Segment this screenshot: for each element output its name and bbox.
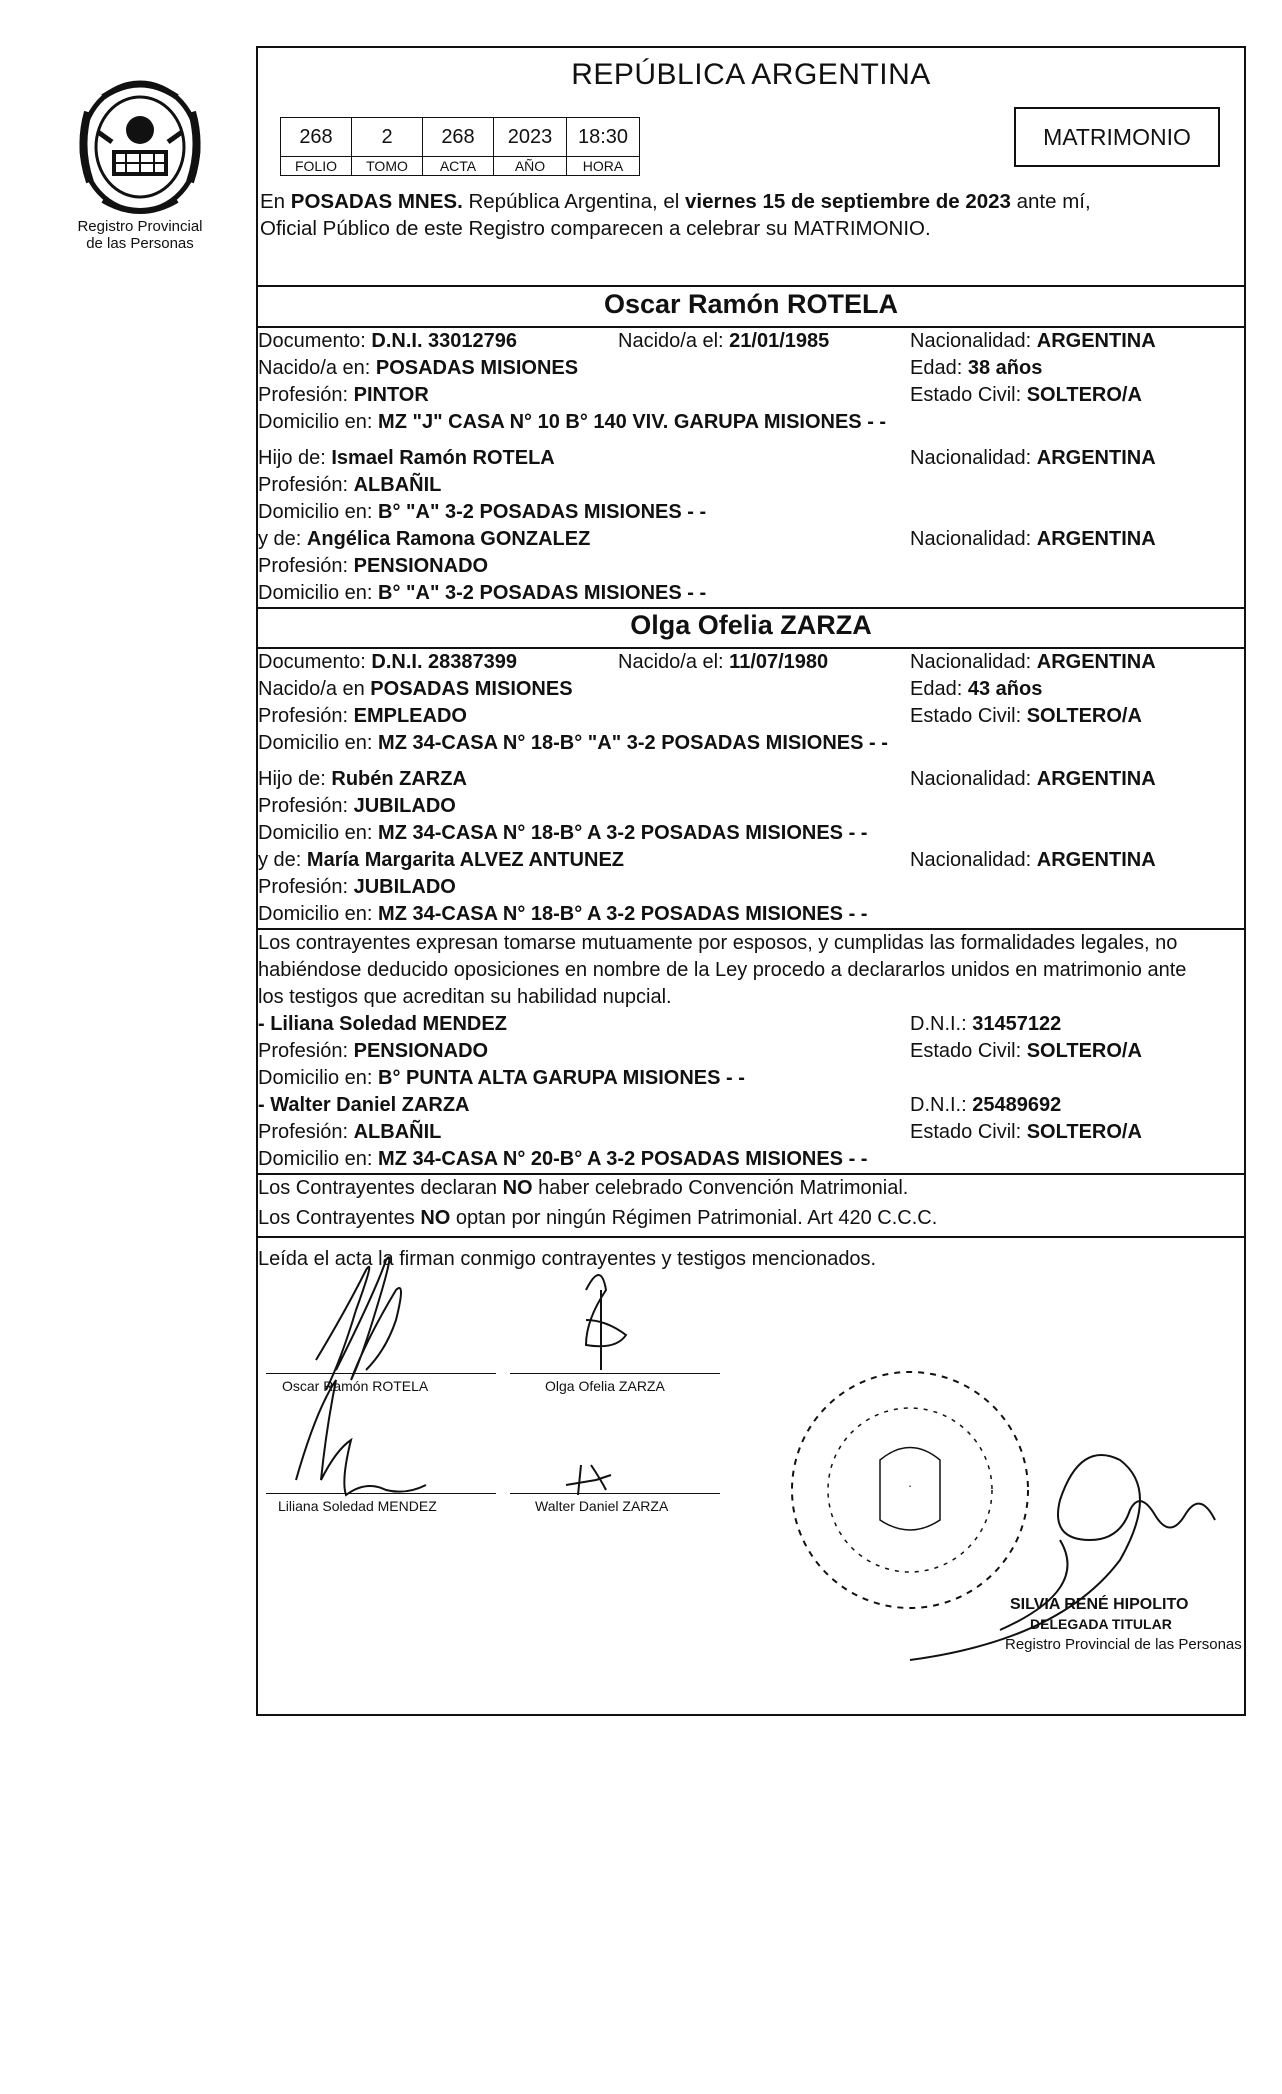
- label: Domicilio en:: [258, 582, 379, 604]
- spouse2-birthdate: [618, 649, 828, 675]
- label: Estado Civil:: [910, 1040, 1027, 1062]
- officer-role: DELEGADA TITULAR: [1030, 1616, 1172, 1632]
- witness1-signature-label: Liliana Soledad MENDEZ: [278, 1498, 437, 1514]
- ano-label: AÑO: [494, 157, 567, 176]
- value: SOLTERO/A: [1026, 1121, 1142, 1143]
- value: MZ 34-CASA N° 20-B° A 3-2 POSADAS MISIONES - -: [378, 1148, 868, 1170]
- divider: [256, 1236, 1246, 1238]
- regime-statement: [258, 1205, 937, 1231]
- value: ARGENTINA: [1036, 447, 1156, 469]
- value: MZ "J" CASA N° 10 B° 140 VIV. GARUPA MISIONES - -: [378, 411, 887, 433]
- logo-caption-line1: Registro Provincial: [77, 218, 203, 235]
- label: Hijo de:: [258, 768, 332, 790]
- value: D.N.I. 33012796: [371, 330, 518, 352]
- label: Domicilio en:: [258, 822, 379, 844]
- closing-statement: Leída el acta la firman conmigo contrayentes y testigos mencionados.: [258, 1248, 877, 1270]
- divider: [256, 285, 1246, 287]
- label: Profesión:: [258, 1040, 354, 1062]
- label: Nacionalidad:: [910, 849, 1037, 871]
- label: Estado Civil:: [910, 384, 1027, 406]
- witness1-name: - Liliana Soledad MENDEZ: [258, 1013, 507, 1035]
- spouse1-father: [258, 445, 555, 471]
- text: Los Contrayentes: [258, 1207, 421, 1229]
- value: ALBAÑIL: [353, 1121, 442, 1143]
- label: Nacionalidad:: [910, 447, 1037, 469]
- stamp-text: ·: [907, 1478, 913, 1493]
- value: POSADAS MISIONES: [375, 357, 579, 379]
- text: haber celebrado Convención Matrimonial.: [532, 1177, 909, 1199]
- witness2-civil-status: [910, 1119, 1142, 1145]
- intro-city: POSADAS MNES.: [290, 190, 463, 213]
- label: Profesión:: [258, 1121, 354, 1143]
- witness2-dni: [910, 1092, 1061, 1118]
- spouse2-father: [258, 766, 467, 792]
- value: 25489692: [972, 1094, 1062, 1116]
- convention-statement: [258, 1175, 908, 1201]
- spouse2-civil-status: [910, 703, 1142, 729]
- spouse1-father-nationality: [910, 445, 1156, 471]
- value: SOLTERO/A: [1026, 384, 1142, 406]
- label: D.N.I.:: [910, 1094, 973, 1116]
- intro-line2: Oficial Público de este Registro comparecen a celebrar su MATRIMONIO.: [260, 217, 931, 240]
- spouse1-nationality: [910, 328, 1156, 354]
- tomo-value: 2: [352, 118, 423, 157]
- witness2-signature-label: Walter Daniel ZARZA: [535, 1498, 669, 1514]
- value: MZ 34-CASA N° 18-B° A 3-2 POSADAS MISIONES - -: [378, 822, 868, 844]
- value: 31457122: [972, 1013, 1062, 1035]
- witness2-address: [258, 1146, 867, 1172]
- registration-table: [280, 117, 640, 176]
- spouse2-nationality: [910, 649, 1156, 675]
- spouse2-mother: [258, 847, 624, 873]
- text: optan por ningún Régimen Patrimonial. Art 420 C.C.C.: [450, 1207, 938, 1229]
- value: POSADAS MISIONES: [370, 678, 573, 700]
- ano-value: 2023: [494, 118, 567, 157]
- spouse1-name: Oscar Ramón ROTELA: [603, 289, 899, 319]
- label: Nacionalidad:: [910, 651, 1037, 673]
- hora-value: 18:30: [567, 118, 640, 157]
- value: ARGENTINA: [1036, 849, 1156, 871]
- hora-label: HORA: [567, 157, 640, 176]
- value: MZ 34-CASA N° 18-B° "A" 3-2 POSADAS MISIONES - -: [378, 732, 888, 754]
- spouse1-age: [910, 355, 1042, 381]
- value: SOLTERO/A: [1026, 705, 1142, 727]
- spouse2-profession: [258, 703, 467, 729]
- spouse2-name: Olga Ofelia ZARZA: [630, 610, 872, 640]
- value: Angélica Ramona GONZALEZ: [306, 528, 591, 550]
- spouse2-mother-profession: [258, 874, 456, 900]
- label: Nacido/a en: [258, 678, 371, 700]
- label: D.N.I.:: [910, 1013, 973, 1035]
- witness1-profession: [258, 1038, 488, 1064]
- label: Profesión:: [258, 384, 354, 406]
- value: 43 años: [967, 678, 1043, 700]
- value: B° "A" 3-2 POSADAS MISIONES - -: [378, 582, 707, 604]
- value: JUBILADO: [353, 795, 456, 817]
- spouse2-mother-address: [258, 901, 867, 927]
- spouse2-document: [258, 649, 517, 675]
- spouse2-age: [910, 676, 1042, 702]
- spouse2-father-address: [258, 820, 867, 846]
- witness2-name: - Walter Daniel ZARZA: [258, 1094, 470, 1116]
- spouse2-father-nationality: [910, 766, 1156, 792]
- spouse1-mother-nationality: [910, 526, 1156, 552]
- spouse1-mother-address: [258, 580, 706, 606]
- value: PINTOR: [353, 384, 429, 406]
- intro-text: República Argentina, el: [462, 190, 686, 213]
- label: Domicilio en:: [258, 411, 379, 433]
- value: JUBILADO: [353, 876, 456, 898]
- witness1-address: [258, 1065, 745, 1091]
- spouse2-mother-nationality: [910, 847, 1156, 873]
- label: y de:: [258, 849, 307, 871]
- spouse2-father-profession: [258, 793, 456, 819]
- tomo-label: TOMO: [352, 157, 423, 176]
- value: Rubén ZARZA: [331, 768, 467, 790]
- label: Edad:: [910, 357, 968, 379]
- value: 11/07/1980: [729, 651, 829, 673]
- label: Domicilio en:: [258, 903, 379, 925]
- act-type-badge: MATRIMONIO: [1014, 107, 1220, 167]
- label: Nacionalidad:: [910, 330, 1037, 352]
- value: SOLTERO/A: [1026, 1040, 1142, 1062]
- value: B° "A" 3-2 POSADAS MISIONES - -: [378, 501, 707, 523]
- label: Nacido/a el:: [618, 651, 730, 673]
- value: PENSIONADO: [353, 1040, 489, 1062]
- declaration-line2: habiéndose deducido oposiciones en nombre de la Ley procedo a declararlos unidos en matrimonio ante: [258, 959, 1187, 981]
- label: Profesión:: [258, 876, 354, 898]
- value: 38 años: [967, 357, 1043, 379]
- value: PENSIONADO: [353, 555, 489, 577]
- label: y de:: [258, 528, 307, 550]
- value: ARGENTINA: [1036, 528, 1156, 550]
- spouse1-birthplace: [258, 355, 578, 381]
- label: Nacionalidad:: [910, 528, 1037, 550]
- label: Profesión:: [258, 555, 354, 577]
- label: Hijo de:: [258, 447, 332, 469]
- witness1-signature-stroke: [296, 1380, 426, 1495]
- logo-caption-line2: de las Personas: [86, 235, 194, 252]
- value: María Margarita ALVEZ ANTUNEZ: [306, 849, 625, 871]
- value: ARGENTINA: [1036, 330, 1156, 352]
- text: NO: [502, 1177, 533, 1199]
- value: EMPLEADO: [353, 705, 467, 727]
- value: MZ 34-CASA N° 18-B° A 3-2 POSADAS MISIONES - -: [378, 903, 868, 925]
- value: ARGENTINA: [1036, 651, 1156, 673]
- officer-office: Registro Provincial de las Personas: [1005, 1636, 1242, 1653]
- value: Ismael Ramón ROTELA: [331, 447, 555, 469]
- acta-label: ACTA: [423, 157, 494, 176]
- label: Profesión:: [258, 795, 354, 817]
- label: Documento:: [258, 651, 372, 673]
- spouse1-profession: [258, 382, 429, 408]
- spouse1-mother: [258, 526, 590, 552]
- label: Profesión:: [258, 474, 354, 496]
- spouse1-birthdate: [618, 328, 829, 354]
- witness1-dni: [910, 1011, 1061, 1037]
- intro-date: viernes 15 de septiembre de 2023: [685, 190, 1011, 213]
- intro-line1: [260, 188, 1246, 215]
- declaration-line1: Los contrayentes expresan tomarse mutuamente por esposos, y cumplidas las formalidades legales, no: [258, 932, 1178, 954]
- provincial-coat-of-arms-icon: [68, 72, 212, 222]
- label: Profesión:: [258, 705, 354, 727]
- folio-label: FOLIO: [281, 157, 352, 176]
- intro-text: En: [260, 190, 291, 213]
- witness2-signature-stroke: [566, 1465, 611, 1495]
- divider: [256, 607, 1246, 609]
- label: Estado Civil:: [910, 1121, 1027, 1143]
- spouse1-father-address: [258, 499, 706, 525]
- label: Domicilio en:: [258, 501, 379, 523]
- officer-name: SILVIA RENÉ HIPOLITO: [1010, 1596, 1189, 1613]
- spouse2-address: [258, 730, 888, 756]
- spouse2-birthplace: [258, 676, 573, 702]
- label: Edad:: [910, 678, 968, 700]
- spouse1-mother-profession: [258, 553, 488, 579]
- text: NO: [420, 1207, 451, 1229]
- value: D.N.I. 28387399: [371, 651, 518, 673]
- label: Nacido/a en:: [258, 357, 376, 379]
- label: Nacido/a el:: [618, 330, 730, 352]
- declaration-line3: los testigos que acreditan su habilidad nupcial.: [258, 986, 672, 1008]
- value: B° PUNTA ALTA GARUPA MISIONES - -: [378, 1067, 745, 1089]
- logo-caption: [50, 218, 230, 252]
- spouse1-document: [258, 328, 517, 354]
- folio-value: 268: [281, 118, 352, 157]
- label: Estado Civil:: [910, 705, 1027, 727]
- acta-value: 268: [423, 118, 494, 157]
- value: ALBAÑIL: [353, 474, 442, 496]
- label: Documento:: [258, 330, 372, 352]
- label: Domicilio en:: [258, 1148, 379, 1170]
- label: Domicilio en:: [258, 1067, 379, 1089]
- spouse1-father-profession: [258, 472, 441, 498]
- spouse1-civil-status: [910, 382, 1142, 408]
- spouse2-signature-label: Olga Ofelia ZARZA: [545, 1378, 665, 1394]
- spouse2-signature-stroke: [586, 1275, 626, 1370]
- label: Domicilio en:: [258, 732, 379, 754]
- witness2-profession: [258, 1119, 441, 1145]
- spouse1-signature-stroke: [316, 1257, 401, 1390]
- label: Nacionalidad:: [910, 768, 1037, 790]
- witness1-civil-status: [910, 1038, 1142, 1064]
- spouse1-address: [258, 409, 886, 435]
- spouse1-signature-label: Oscar Ramón ROTELA: [282, 1378, 429, 1394]
- handwritten-signatures: [256, 1250, 756, 1550]
- value: ARGENTINA: [1036, 768, 1156, 790]
- value: 21/01/1985: [729, 330, 830, 352]
- intro-text: ante mí,: [1010, 190, 1091, 213]
- country-title: REPÚBLICA ARGENTINA: [571, 58, 931, 91]
- text: Los Contrayentes declaran: [258, 1177, 503, 1199]
